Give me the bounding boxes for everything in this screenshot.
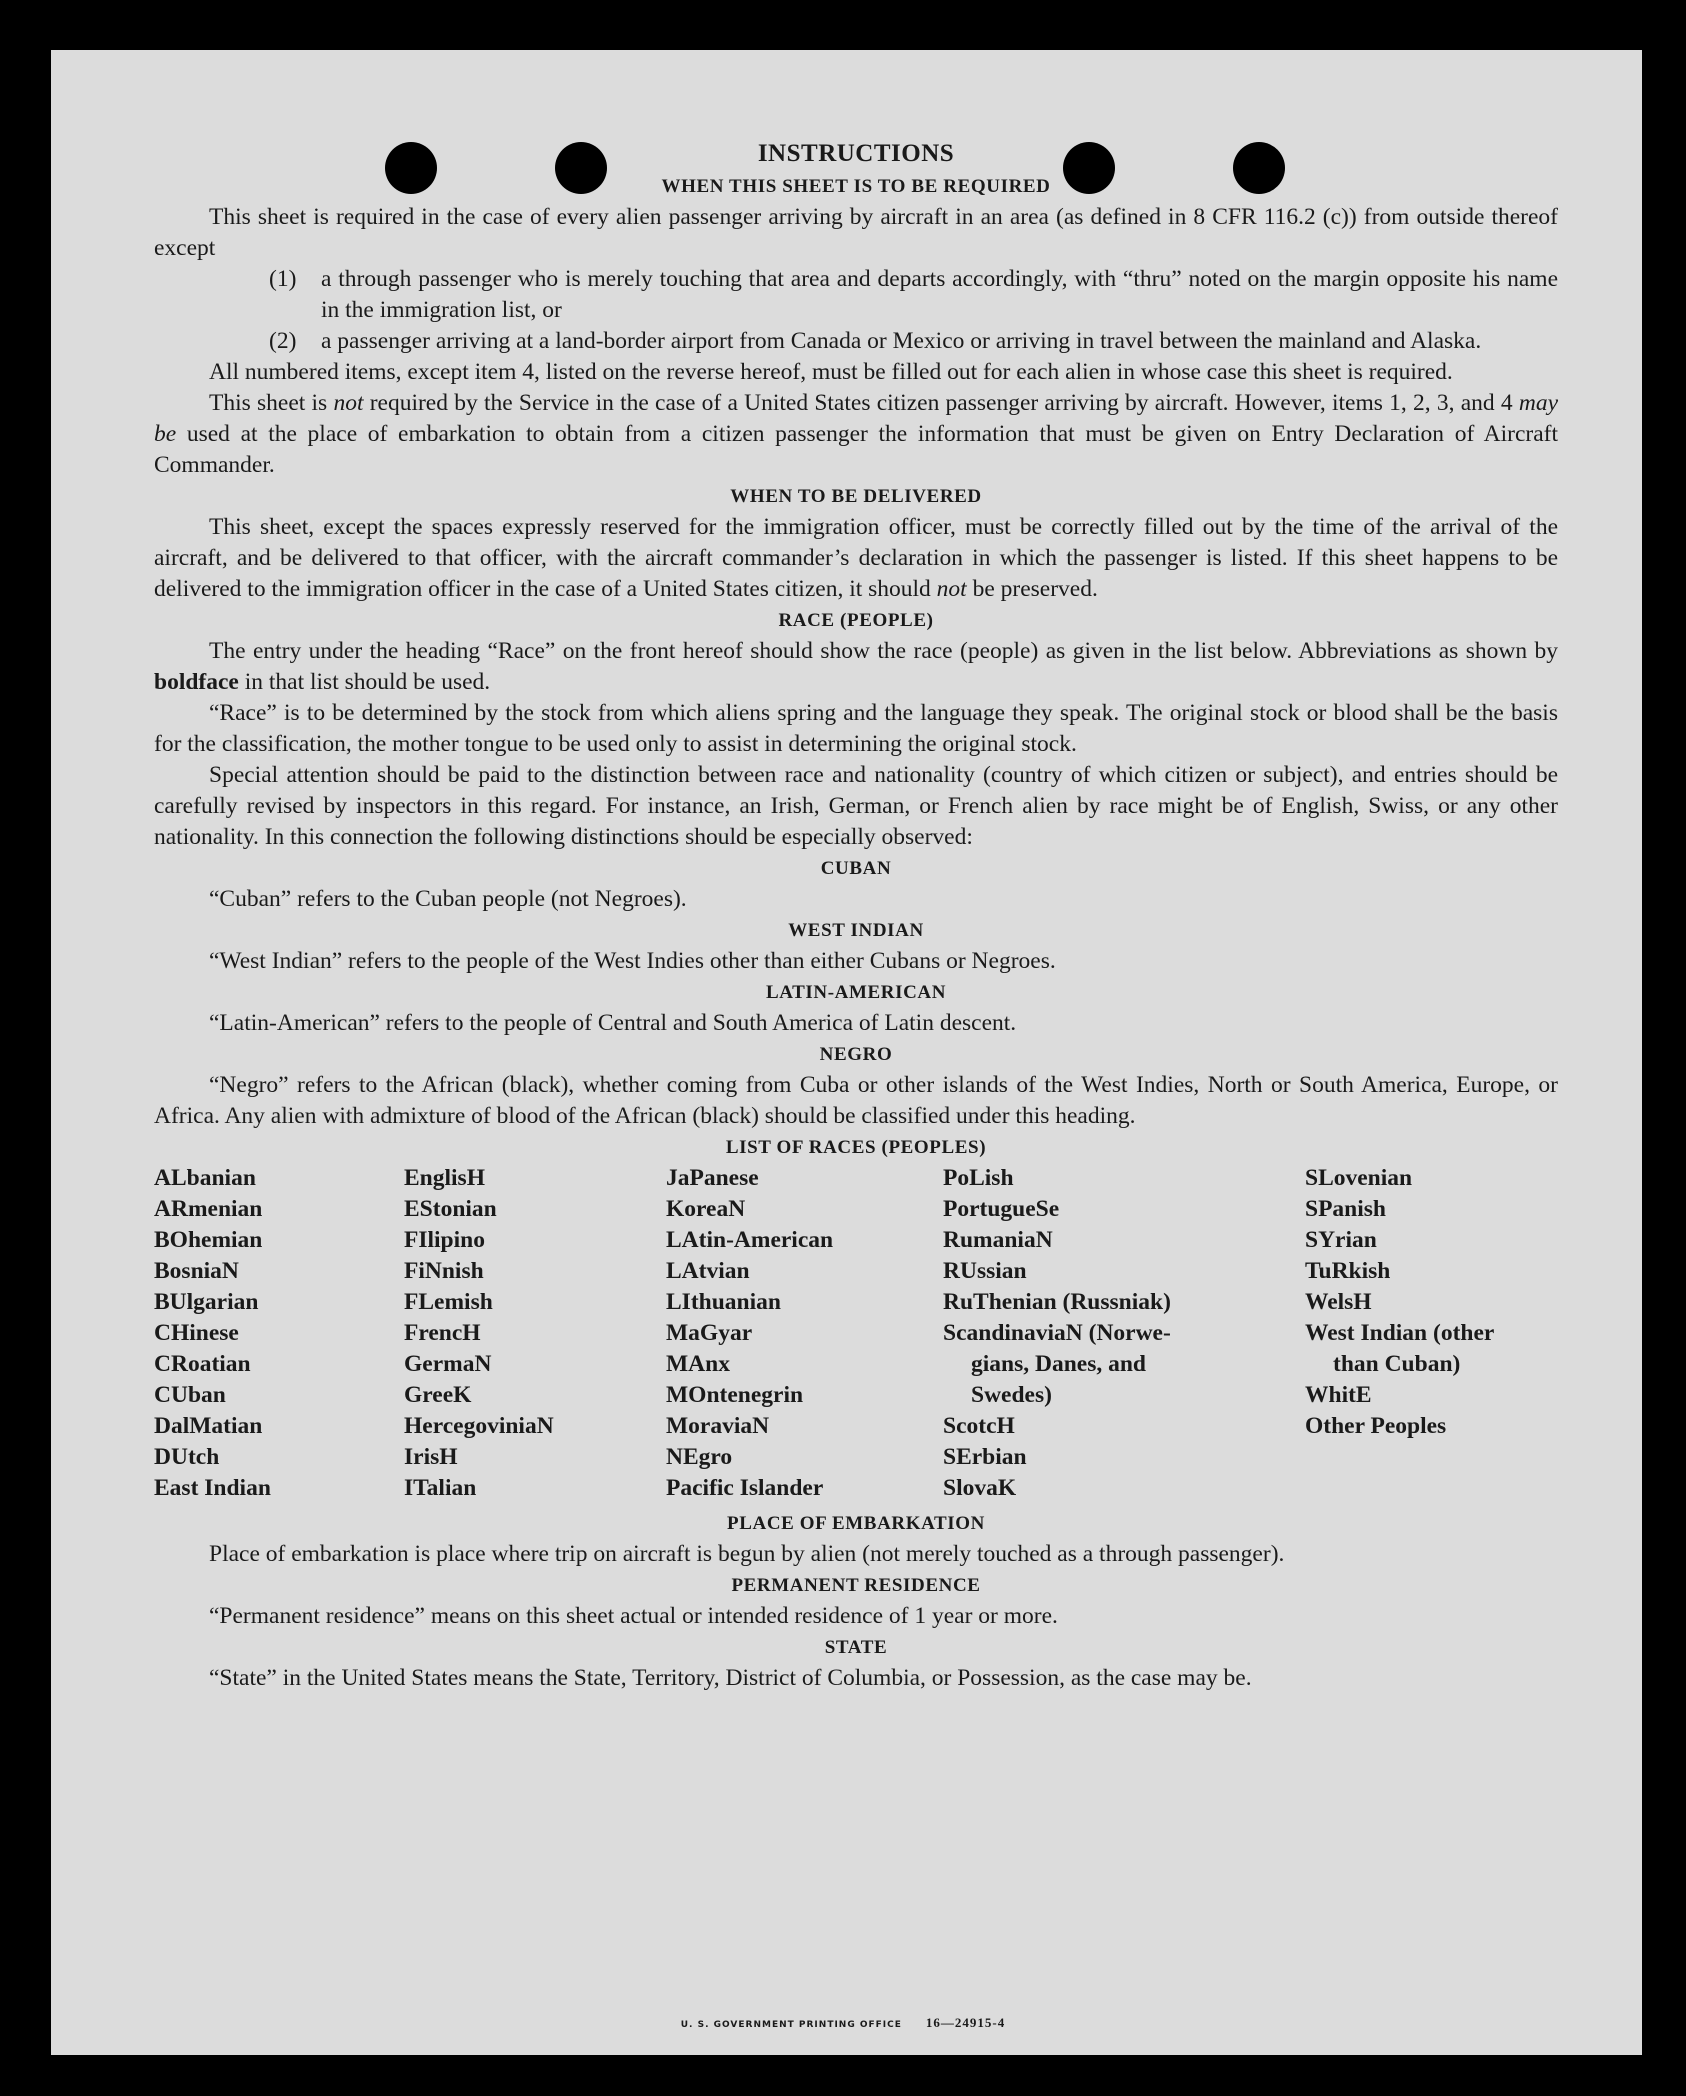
race-entry: CUban bbox=[154, 1382, 226, 1408]
item-text: a through passenger who is merely touching that area and departs accordingly, with “thru” noted on the margin opposite his name in the immigration list, or bbox=[321, 266, 1558, 323]
race-entry: BUlgarian bbox=[154, 1289, 259, 1315]
race-entry: LAtin-American bbox=[666, 1227, 834, 1253]
race-entry: MAnx bbox=[666, 1351, 730, 1377]
paragraph bbox=[154, 388, 1558, 481]
race-entry: gians, Danes, and bbox=[971, 1351, 1146, 1377]
section-heading: WHEN TO BE DELIVERED bbox=[730, 486, 982, 507]
text: be preserved. bbox=[966, 576, 1098, 602]
section-heading: LIST OF RACES (PEOPLES) bbox=[725, 1137, 987, 1158]
emphasis: not bbox=[936, 576, 967, 602]
race-entry: WhitE bbox=[1305, 1382, 1372, 1408]
race-entry: FiNnish bbox=[404, 1258, 484, 1284]
race-entry: SlovaK bbox=[943, 1475, 1017, 1501]
instructions-body bbox=[154, 138, 1558, 1694]
race-entry: PoLish bbox=[943, 1165, 1014, 1191]
race-entry: MOntenegrin bbox=[666, 1382, 804, 1408]
race-entry: ITalian bbox=[404, 1475, 477, 1501]
section-heading: PLACE OF EMBARKATION bbox=[727, 1513, 985, 1534]
printer-imprint bbox=[0, 2015, 1686, 2031]
section-heading: STATE bbox=[824, 1637, 888, 1658]
list-item bbox=[269, 264, 1558, 326]
race-column bbox=[404, 1163, 554, 1504]
section-heading: RACE (PEOPLE) bbox=[778, 610, 934, 631]
text: This sheet, except the spaces expressly reserved for the immigration officer, must be correctly filled out by the time of the arrival of the aircraft, and be delivered to that officer, with the aircraft commander’s declaration in which the passenger is listed. If this sheet happens to be delivered to the immigration officer in the case of a United States citizen, it should bbox=[154, 514, 1558, 602]
section-heading: CUBAN bbox=[820, 858, 892, 879]
race-entry: ScotcH bbox=[943, 1413, 1015, 1439]
race-entry: ALbanian bbox=[154, 1165, 256, 1191]
race-entry: LIthuanian bbox=[666, 1289, 781, 1315]
race-column bbox=[154, 1163, 271, 1504]
bold-text: boldface bbox=[154, 669, 239, 695]
paragraph bbox=[154, 636, 1558, 698]
race-entry: EStonian bbox=[404, 1196, 497, 1222]
text: This sheet is bbox=[209, 390, 334, 416]
paragraph: Place of embarkation is place where trip on aircraft is begun by alien (not merely touched as a through passenger). bbox=[209, 1541, 1285, 1567]
section-heading: LATIN-AMERICAN bbox=[765, 982, 947, 1003]
race-column bbox=[943, 1163, 1171, 1504]
race-entry: CHinese bbox=[154, 1320, 239, 1346]
race-entry: FLemish bbox=[404, 1289, 493, 1315]
paragraph: “Permanent residence” means on this sheet actual or intended residence of 1 year or more. bbox=[209, 1603, 1058, 1629]
race-entry: EnglisH bbox=[404, 1165, 485, 1191]
text: The entry under the heading “Race” on the front hereof should show the race (people) as given in the list below. Abbreviations as shown by bbox=[209, 638, 1558, 664]
page-title: INSTRUCTIONS bbox=[757, 140, 955, 167]
paragraph: All numbered items, except item 4, listed on the reverse hereof, must be filled out for each alien in whose case this sheet is required. bbox=[209, 359, 1453, 385]
paragraph bbox=[154, 512, 1558, 605]
race-entry: ARmenian bbox=[154, 1196, 263, 1222]
race-entry: KoreaN bbox=[666, 1196, 746, 1222]
race-entry: FIlipino bbox=[404, 1227, 485, 1253]
paragraph: “West Indian” refers to the people of the West Indies other than either Cubans or Negroes. bbox=[209, 948, 1056, 974]
race-entry: BOhemian bbox=[154, 1227, 263, 1253]
form-number: 16—24915-4 bbox=[925, 2015, 1006, 2030]
race-entry: than Cuban) bbox=[1333, 1351, 1461, 1377]
race-entry: CRoatian bbox=[154, 1351, 251, 1377]
paragraph: This sheet is required in the case of every alien passenger arriving by aircraft in an area (as defined in 8 CFR 116.2 (c)) from outside thereof except bbox=[154, 204, 1558, 261]
race-entry: FrencH bbox=[404, 1320, 481, 1346]
race-entry: RUssian bbox=[943, 1258, 1027, 1284]
emphasis: not bbox=[333, 390, 364, 416]
race-entry: RuThenian (Russniak) bbox=[943, 1289, 1171, 1315]
text: in that list should be used. bbox=[238, 669, 491, 695]
race-entry: LAtvian bbox=[666, 1258, 750, 1284]
race-entry: PortugueSe bbox=[943, 1196, 1060, 1222]
race-entry: TuRkish bbox=[1305, 1258, 1391, 1284]
paragraph: “Race” is to be determined by the stock from which aliens spring and the language they speak. The original stock or blood shall be the basis for the classification, the mother tongue to be used only to assist in determining the original stock. bbox=[154, 700, 1558, 757]
race-entry: RumaniaN bbox=[943, 1227, 1053, 1253]
race-entry: IrisH bbox=[404, 1444, 458, 1470]
paragraph: “Cuban” refers to the Cuban people (not Negroes). bbox=[209, 886, 687, 912]
race-entry: JaPanese bbox=[666, 1165, 759, 1191]
text: used at the place of embarkation to obtain from a citizen passenger the information that must be given on Entry Declaration of Aircraft Commander. bbox=[154, 421, 1558, 478]
race-entry: Swedes) bbox=[971, 1382, 1052, 1408]
item-text: a passenger arriving at a land-border airport from Canada or Mexico or arriving in travel between the mainland and Alaska. bbox=[321, 328, 1482, 354]
section-heading: NEGRO bbox=[819, 1044, 893, 1065]
paragraph: Special attention should be paid to the distinction between race and nationality (country of which citizen or subject), and entries should be carefully revised by inspectors in this regard. For instance, an Irish, German, or French alien by race might be of English, Swiss, or any other nationality. In this connection the following distinctions should be especially observed: bbox=[154, 762, 1558, 850]
printer-name: U. S. GOVERNMENT PRINTING OFFICE bbox=[680, 2020, 902, 2030]
emphasis: may be bbox=[154, 390, 1558, 447]
race-entry: East Indian bbox=[154, 1475, 271, 1501]
race-entry: GreeK bbox=[404, 1382, 472, 1408]
item-number: (2) bbox=[269, 328, 297, 354]
race-entry: MoraviaN bbox=[666, 1413, 770, 1439]
race-entry: HercegoviniaN bbox=[404, 1413, 554, 1439]
section-heading: WHEN THIS SHEET IS TO BE REQUIRED bbox=[661, 176, 1051, 197]
paragraph: “Negro” refers to the African (black), whether coming from Cuba or other islands of the West Indies, North or South America, Europe, or Africa. Any alien with admixture of blood of the African (black) should be classified under this heading. bbox=[154, 1072, 1558, 1129]
text: required by the Service in the case of a United States citizen passenger arriving by aircraft. However, items 1, 2, 3, and 4 bbox=[363, 390, 1519, 416]
race-entry: Other Peoples bbox=[1305, 1413, 1447, 1439]
race-entry: SYrian bbox=[1305, 1227, 1377, 1253]
race-entry: SLovenian bbox=[1305, 1165, 1413, 1191]
race-entry: ScandinaviaN (Norwe- bbox=[943, 1320, 1171, 1346]
section-heading: WEST INDIAN bbox=[788, 920, 924, 941]
race-entry: WelsH bbox=[1305, 1289, 1372, 1315]
paragraph: “State” in the United States means the State, Territory, District of Columbia, or Possession, as the case may be. bbox=[209, 1665, 1252, 1691]
race-entry: BosniaN bbox=[154, 1258, 239, 1284]
race-entry: DUtch bbox=[154, 1444, 220, 1470]
race-entry: NEgro bbox=[666, 1444, 733, 1470]
race-column bbox=[1305, 1163, 1494, 1442]
race-entry: West Indian (other bbox=[1305, 1320, 1495, 1346]
list-item bbox=[269, 326, 1558, 357]
race-entry: Pacific Islander bbox=[666, 1475, 824, 1501]
race-entry: SPanish bbox=[1305, 1196, 1386, 1222]
race-entry: SErbian bbox=[943, 1444, 1027, 1470]
race-entry: MaGyar bbox=[666, 1320, 753, 1346]
race-column bbox=[666, 1163, 833, 1504]
item-number: (1) bbox=[269, 266, 297, 292]
paragraph: “Latin-American” refers to the people of Central and South America of Latin descent. bbox=[209, 1010, 1017, 1036]
race-entry: DalMatian bbox=[154, 1413, 263, 1439]
section-heading: PERMANENT RESIDENCE bbox=[731, 1575, 981, 1596]
race-list bbox=[154, 1163, 1558, 1508]
race-entry: GermaN bbox=[404, 1351, 492, 1377]
